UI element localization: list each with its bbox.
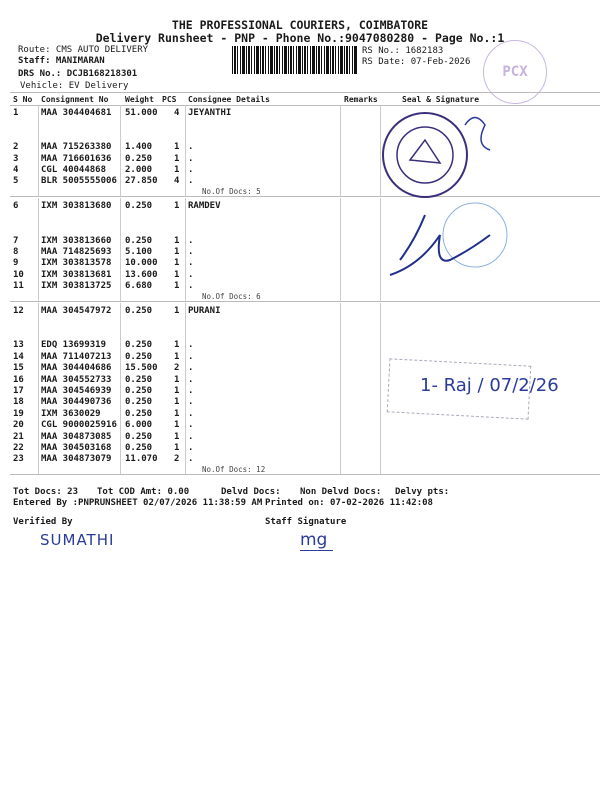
column-divider xyxy=(340,105,341,196)
pcs-cell: 1 xyxy=(174,408,180,419)
weight-cell: 0.250 xyxy=(125,408,153,419)
consignee-dot: . xyxy=(188,142,194,153)
group-divider xyxy=(10,474,600,475)
consignment-no-cell: CGL 40044868 xyxy=(41,165,107,175)
s-no-cell: 16 xyxy=(13,374,24,385)
consignee-name: JEYANTHI xyxy=(188,108,232,118)
group-doc-count: No.Of Docs: 5 xyxy=(202,187,261,197)
consignment-no-cell: MAA 711407213 xyxy=(41,351,112,362)
consignment-no-cell: MAA 304546939 xyxy=(41,386,112,396)
pcs-cell: 4 xyxy=(174,176,180,187)
consignee-dot: . xyxy=(188,247,194,257)
company-title: THE PROFESSIONAL COURIERS, COIMBATORE xyxy=(171,18,429,32)
consignee-dot: . xyxy=(188,340,194,351)
pcs-cell: 1 xyxy=(174,431,180,442)
pcs-cell: 1 xyxy=(174,351,180,362)
consignment-no-cell: IXM 303813725 xyxy=(41,281,112,292)
s-no-cell: 8 xyxy=(13,247,19,257)
consignee-dot: . xyxy=(188,235,194,246)
printed-on: Printed on: 07-02-2026 11:42:08 xyxy=(265,498,433,508)
column-divider xyxy=(185,105,186,196)
pcs-cell: 1 xyxy=(174,247,180,257)
pcs-cell: 1 xyxy=(174,306,180,317)
drs-no: DRS No.: DCJB168218301 xyxy=(18,69,138,79)
consignee-name: RAMDEV xyxy=(188,201,221,212)
pcs-cell: 1 xyxy=(174,153,180,164)
column-divider xyxy=(38,105,39,196)
s-no-cell: 5 xyxy=(13,176,19,187)
weight-cell: 6.000 xyxy=(125,420,153,431)
pcs-cell: 1 xyxy=(174,258,180,269)
pcs-cell: 1 xyxy=(174,340,180,351)
tot-docs: Tot Docs: 23 xyxy=(13,487,79,497)
group-divider xyxy=(10,196,600,197)
s-no-cell: 11 xyxy=(13,281,24,292)
weight-cell: 2.000 xyxy=(125,165,153,175)
ramdev-signature-stamp xyxy=(380,200,520,290)
pcs-cell: 2 xyxy=(174,363,180,374)
weight-cell: 5.100 xyxy=(125,247,153,257)
consignment-no-cell: MAA 716601636 xyxy=(41,153,112,164)
consignee-dot: . xyxy=(188,258,194,269)
group-doc-count: No.Of Docs: 12 xyxy=(202,465,266,475)
consignment-no-cell: MAA 304404681 xyxy=(41,108,112,118)
consignee-dot: . xyxy=(188,454,194,465)
consignment-no-cell: IXM 303813681 xyxy=(41,269,112,280)
s-no-cell: 4 xyxy=(13,165,19,175)
consignee-dot: . xyxy=(188,443,194,453)
weight-cell: 0.250 xyxy=(125,351,153,362)
pcs-cell: 1 xyxy=(174,420,180,431)
consignment-no-cell: MAA 304503168 xyxy=(41,443,112,453)
consignment-no-cell: BLR 5005555006 xyxy=(41,176,117,187)
s-no-cell: 23 xyxy=(13,454,24,465)
s-no-cell: 12 xyxy=(13,306,24,317)
column-divider xyxy=(120,303,121,474)
consignment-no-cell: CGL 9000025916 xyxy=(41,420,117,431)
col-seal-signature: Seal & Signature xyxy=(402,95,480,104)
pcs-cell: 1 xyxy=(174,374,180,385)
consignment-no-cell: MAA 304547972 xyxy=(41,306,112,317)
pcs-cell: 1 xyxy=(174,201,180,212)
column-divider xyxy=(38,198,39,301)
consignee-dot: . xyxy=(188,408,194,419)
column-divider xyxy=(120,198,121,301)
staff: Staff: MANIMARAN xyxy=(18,56,105,66)
route: Route: CMS AUTO DELIVERY xyxy=(18,45,149,55)
weight-cell: 11.070 xyxy=(125,454,158,465)
col-pcs: PCS xyxy=(162,95,177,104)
runsheet-subtitle: Delivery Runsheet - PNP - Phone No.:9047080280 - Page No.:1 xyxy=(95,31,505,45)
weight-cell: 0.250 xyxy=(125,374,153,385)
consignee-dot: . xyxy=(188,363,194,374)
group-divider xyxy=(10,301,600,302)
staff-signature-label: Staff Signature xyxy=(265,517,347,527)
consignee-dot: . xyxy=(188,176,194,187)
weight-cell: 0.250 xyxy=(125,201,153,212)
s-no-cell: 19 xyxy=(13,408,24,419)
weight-cell: 15.500 xyxy=(125,363,158,374)
consignment-no-cell: EDQ 13699319 xyxy=(41,340,107,351)
purani-stamp-handwriting: 1- Raj / 07/2/26 xyxy=(420,375,559,396)
non-delvd-docs: Non Delvd Docs: xyxy=(300,487,382,497)
pcs-cell: 2 xyxy=(174,454,180,465)
consignment-no-cell: MAA 304873079 xyxy=(41,454,112,465)
vehicle: Vehicle: EV Delivery xyxy=(20,81,129,91)
column-divider xyxy=(185,303,186,474)
s-no-cell: 22 xyxy=(13,443,24,453)
consignee-dot: . xyxy=(188,386,194,396)
consignee-name: PURANI xyxy=(188,306,221,317)
pcs-cell: 1 xyxy=(174,269,180,280)
weight-cell: 0.250 xyxy=(125,235,153,246)
column-divider xyxy=(340,198,341,301)
weight-cell: 27.850 xyxy=(125,176,158,187)
s-no-cell: 1 xyxy=(13,108,19,118)
consignee-dot: . xyxy=(188,269,194,280)
pcs-cell: 1 xyxy=(174,281,180,292)
consignment-no-cell: MAA 304552733 xyxy=(41,374,112,385)
col-sno: S No xyxy=(13,95,33,104)
weight-cell: 0.250 xyxy=(125,431,153,442)
s-no-cell: 3 xyxy=(13,153,19,164)
consignment-no-cell: IXM 3630029 xyxy=(41,408,101,419)
verified-signature: SUMATHI xyxy=(40,531,115,549)
jeyanthi-seal-stamp xyxy=(370,105,500,205)
pcs-cell: 1 xyxy=(174,443,180,453)
consignment-no-cell: MAA 304490736 xyxy=(41,397,112,408)
consignment-no-cell: MAA 715263380 xyxy=(41,142,112,153)
s-no-cell: 7 xyxy=(13,235,19,246)
s-no-cell: 2 xyxy=(13,142,19,153)
consignment-no-cell: IXM 303813578 xyxy=(41,258,112,269)
consignee-dot: . xyxy=(188,374,194,385)
weight-cell: 10.000 xyxy=(125,258,158,269)
weight-cell: 0.250 xyxy=(125,153,153,164)
s-no-cell: 17 xyxy=(13,386,24,396)
weight-cell: 13.600 xyxy=(125,269,158,280)
verified-by-label: Verified By xyxy=(13,517,73,527)
s-no-cell: 15 xyxy=(13,363,24,374)
s-no-cell: 10 xyxy=(13,269,24,280)
consignment-no-cell: MAA 714825693 xyxy=(41,247,112,257)
weight-cell: 0.250 xyxy=(125,443,153,453)
weight-cell: 0.250 xyxy=(125,386,153,396)
consignment-no-cell: IXM 303813680 xyxy=(41,201,112,212)
column-divider xyxy=(38,303,39,474)
col-weight: Weight xyxy=(125,95,154,104)
weight-cell: 1.400 xyxy=(125,142,153,153)
pcs-cell: 1 xyxy=(174,165,180,175)
delvy-pts: Delvy pts: xyxy=(395,487,450,497)
s-no-cell: 6 xyxy=(13,201,19,212)
weight-cell: 0.250 xyxy=(125,340,153,351)
rs-no: RS No.: 1682183 xyxy=(362,46,444,56)
staff-signature: mg xyxy=(300,530,333,551)
weight-cell: 0.250 xyxy=(125,306,153,317)
col-remarks: Remarks xyxy=(344,95,378,104)
rs-date: RS Date: 07-Feb-2026 xyxy=(362,57,471,67)
pcs-cell: 1 xyxy=(174,235,180,246)
weight-cell: 6.680 xyxy=(125,281,153,292)
column-divider xyxy=(340,303,341,474)
consignment-no-cell: MAA 304404686 xyxy=(41,363,112,374)
pcs-cell: 1 xyxy=(174,386,180,396)
pcx-stamp: PCX xyxy=(483,40,547,104)
consignee-dot: . xyxy=(188,153,194,164)
s-no-cell: 13 xyxy=(13,340,24,351)
pcs-cell: 1 xyxy=(174,397,180,408)
col-consignment: Consignment No xyxy=(41,95,109,104)
consignee-dot: . xyxy=(188,165,194,175)
consignee-dot: . xyxy=(188,281,194,292)
s-no-cell: 18 xyxy=(13,397,24,408)
column-divider xyxy=(380,303,381,474)
col-consignee: Consignee Details xyxy=(188,95,270,104)
s-no-cell: 20 xyxy=(13,420,24,431)
consignee-dot: . xyxy=(188,431,194,442)
s-no-cell: 14 xyxy=(13,351,24,362)
consignment-no-cell: IXM 303813660 xyxy=(41,235,112,246)
consignee-dot: . xyxy=(188,351,194,362)
pcs-cell: 4 xyxy=(174,108,180,118)
barcode xyxy=(232,46,358,74)
column-divider xyxy=(120,105,121,196)
pcs-cell: 1 xyxy=(174,142,180,153)
consignee-dot: . xyxy=(188,397,194,408)
column-divider xyxy=(185,198,186,301)
weight-cell: 0.250 xyxy=(125,397,153,408)
weight-cell: 51.000 xyxy=(125,108,158,118)
tot-cod-amt: Tot COD Amt: 0.00 xyxy=(97,487,190,497)
s-no-cell: 9 xyxy=(13,258,19,269)
s-no-cell: 21 xyxy=(13,431,24,442)
delvd-docs: Delvd Docs: xyxy=(221,487,281,497)
consignment-no-cell: MAA 304873085 xyxy=(41,431,112,442)
consignee-dot: . xyxy=(188,420,194,431)
group-doc-count: No.Of Docs: 6 xyxy=(202,292,261,302)
entered-by: Entered By :PNPRUNSHEET 02/07/2026 11:38:59 AM xyxy=(13,498,263,508)
